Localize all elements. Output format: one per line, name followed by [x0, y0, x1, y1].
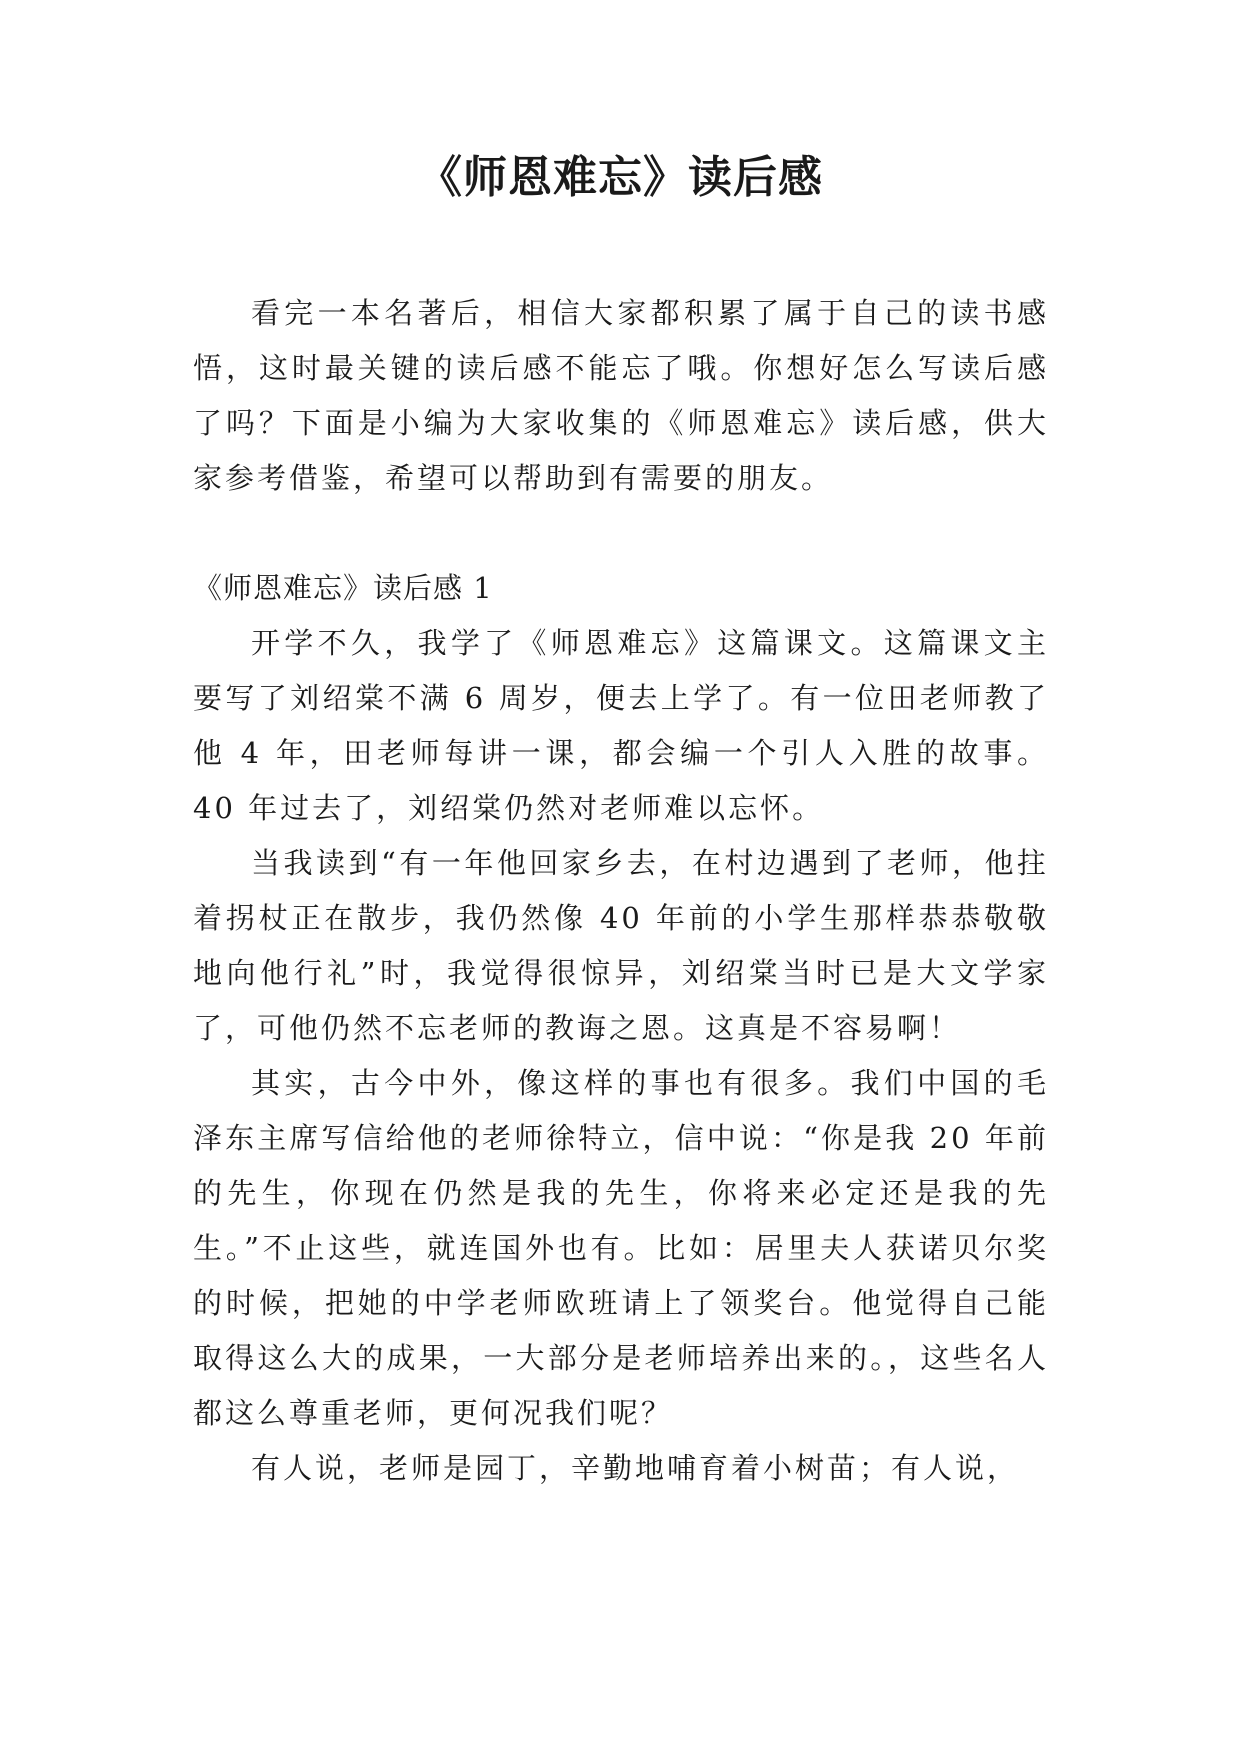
body-paragraph-1: 开学不久，我学了《师恩难忘》这篇课文。这篇课文主要写了刘绍棠不满 6 周岁，便去上学了。有一位田老师教了他 4 年，田老师每讲一课，都会编一个引人入胜的故事。40 年过去了，刘绍棠仍然对老师难以忘怀。 — [193, 626, 1049, 825]
body-paragraph-3: 其实，古今中外，像这样的事也有很多。我们中国的毛泽东主席写信给他的老师徐特立，信中说：“你是我 20 年前的先生，你现在仍然是我的先生，你将来必定还是我的先生。”不止这些，就连国外也有。比如：居里夫人获诺贝尔奖的时候，把她的中学老师欧班请上了领奖台。他觉得自己能取得这么大的成果，一大部分是老师培养出来的。，这些名人都这么尊重老师，更何况我们呢？ — [193, 1066, 1049, 1430]
section-heading: 《师恩难忘》读后感 1 — [193, 571, 493, 605]
document-title: 《师恩难忘》读后感 — [418, 152, 823, 203]
document-body — [193, 286, 1049, 1496]
intro-paragraph: 看完一本名著后，相信大家都积累了属于自己的读书感悟，这时最关键的读后感不能忘了哦。你想好怎么写读后感了吗？下面是小编为大家收集的《师恩难忘》读后感，供大家参考借鉴，希望可以帮助到有需要的朋友。 — [193, 296, 1049, 495]
body-paragraph-4: 有人说，老师是园丁，辛勤地哺育着小树苗；有人说， — [251, 1451, 1020, 1485]
body-paragraph-2: 当我读到“有一年他回家乡去，在村边遇到了老师，他拄着拐杖正在散步，我仍然像 40 年前的小学生那样恭恭敬敬地向他行礼”时，我觉得很惊异，刘绍棠当时已是大文学家了，可他仍然不忘老师的教诲之恩。这真是不容易啊！ — [193, 846, 1049, 1045]
